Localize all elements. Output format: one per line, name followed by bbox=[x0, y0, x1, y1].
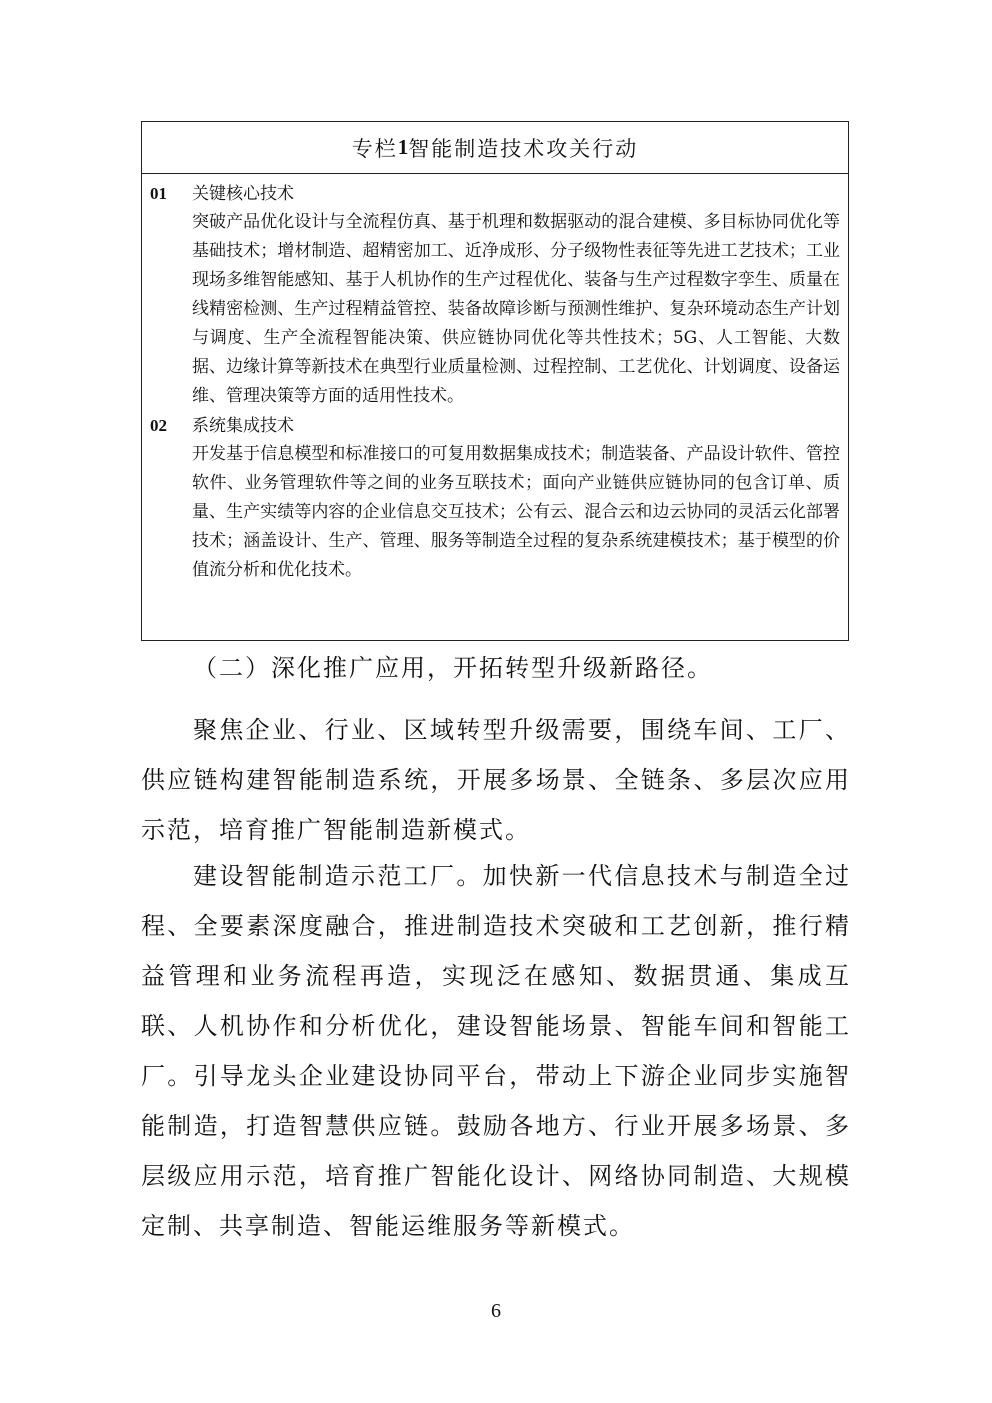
column-item-01 bbox=[150, 179, 840, 411]
column-box bbox=[141, 121, 849, 641]
column-body bbox=[142, 174, 848, 585]
item-header bbox=[150, 179, 840, 208]
item-text: 开发基于信息模型和标准接口的可复用数据集成技术；制造装备、产品设计软件、管控软件、业务管理软件等之间的业务互联技术；面向产业链供应链协同的包含订单、质量、生产实绩等内容的企业信息交互技术；公有云、混合云和边云协同的灵活云化部署技术；涵盖设计、生产、管理、服务等制造全过程的复杂系统建模技术；基于模型的价值流分析和优化技术。 bbox=[192, 444, 840, 580]
body-paragraph-1: 聚焦企业、行业、区域转型升级需要，围绕车间、工厂、供应链构建智能制造系统，开展多场景、全链条、多层次应用示范，培育推广智能制造新模式。 bbox=[141, 716, 851, 844]
item-text: 突破产品优化设计与全流程仿真、基于机理和数据驱动的混合建模、多目标协同优化等基础技术；增材制造、超精密加工、近净成形、分子级物性表征等先进工艺技术；工业现场多维智能感知、基于人机协作的生产过程优化、装备与生产过程数字孪生、质量在线精密检测、生产过程精益管控、装备故障诊断与预测性维护、复杂环境动态生产计划与调度、生产全流程智能决策、供应链协同优化等共性技术；5G、人工智能、大数据、边缘计算等新技术在典型行业质量检测、过程控制、工艺优化、计划调度、设备运维、管理决策等方面的适用性技术。 bbox=[192, 212, 840, 406]
item-heading: 系统集成技术 bbox=[192, 416, 294, 436]
column-title bbox=[142, 122, 848, 174]
page-number: 6 bbox=[491, 1300, 501, 1322]
item-heading: 关键核心技术 bbox=[192, 184, 294, 204]
column-title-prefix: 专栏 bbox=[351, 136, 398, 161]
column-title-text: 智能制造技术攻关行动 bbox=[408, 136, 639, 161]
column-title-number: 1 bbox=[397, 135, 409, 159]
item-number: 01 bbox=[150, 184, 167, 203]
column-item-02 bbox=[150, 411, 840, 585]
item-header bbox=[150, 411, 840, 440]
body-paragraph-2: 建设智能制造示范工厂。加快新一代信息技术与制造全过程、全要素深度融合，推进制造技术突破和工艺创新，推行精益管理和业务流程再造，实现泛在感知、数据贯通、集成互联、人机协作和分析优化，建设智能场景、智能车间和智能工厂。引导龙头企业建设协同平台，带动上下游企业同步实施智能制造，打造智慧供应链。鼓励各地方、行业开展多场景、多层级应用示范，培育推广智能化设计、网络协同制造、大规模定制、共享制造、智能运维服务等新模式。 bbox=[141, 862, 851, 1240]
section-heading: （二）深化推广应用，开拓转型升级新路径。 bbox=[193, 654, 713, 682]
item-number: 02 bbox=[150, 416, 167, 435]
